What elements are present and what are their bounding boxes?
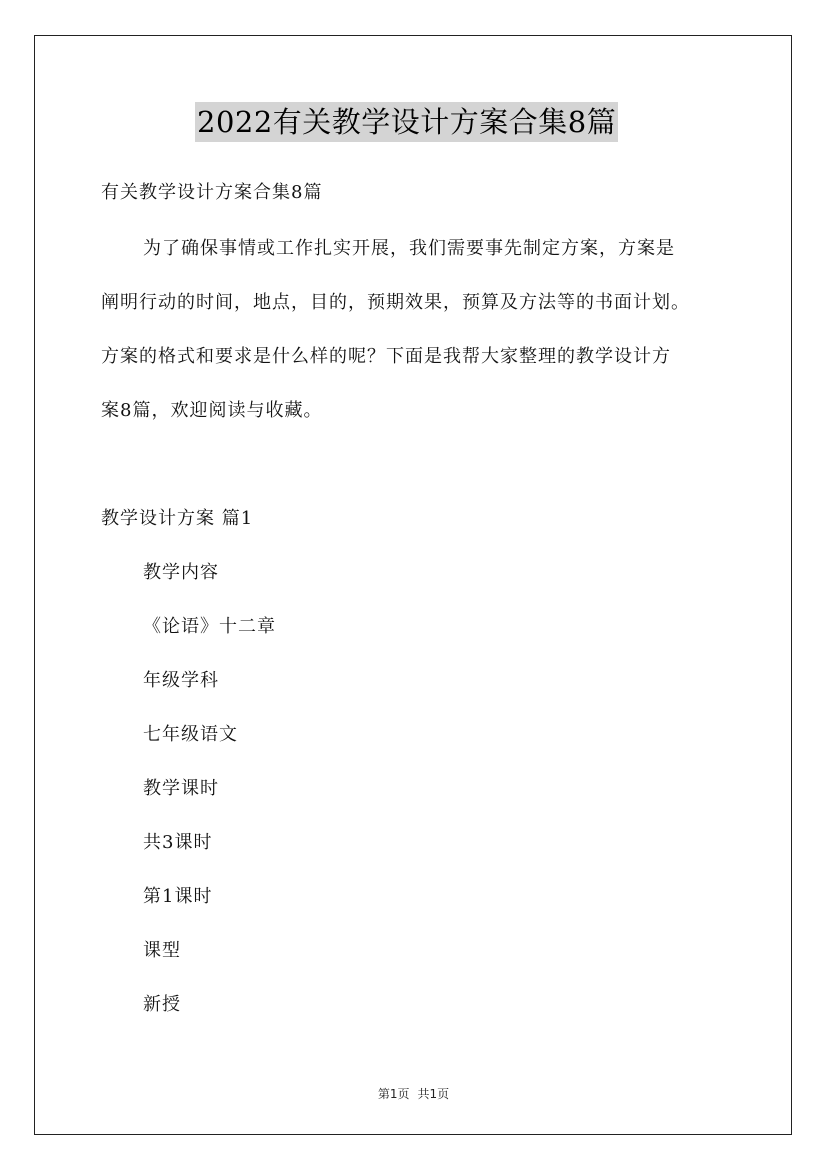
section-item: 七年级语文 [143,724,238,745]
intro-line-1: 为了确保事情或工作扎实开展，我们需要事先制定方案，方案是 [143,238,675,259]
section-item: 第1课时 [143,886,213,907]
section-item: 教学课时 [143,778,219,799]
section-item: 共3课时 [143,832,213,853]
page-total: 共1页 [417,1087,450,1101]
page-footer [0,1085,827,1102]
section-item: 教学内容 [143,562,219,583]
document-title: 2022有关教学设计方案合集8篇 [195,102,618,142]
section-item: 新授 [143,994,181,1015]
intro-line-4: 案8篇，欢迎阅读与收藏。 [101,400,323,421]
section-item: 课型 [143,940,181,961]
intro-line-3: 方案的格式和要求是什么样的呢？下面是我帮大家整理的教学设计方 [101,346,671,367]
section-item: 年级学科 [143,670,219,691]
section-item: 《论语》十二章 [143,616,276,637]
document-subtitle: 有关教学设计方案合集8篇 [101,182,323,203]
intro-line-2: 阐明行动的时间，地点，目的，预期效果，预算及方法等的书面计划。 [101,292,690,313]
section-heading: 教学设计方案 篇1 [101,508,254,529]
page-number: 第1页 [377,1087,410,1101]
